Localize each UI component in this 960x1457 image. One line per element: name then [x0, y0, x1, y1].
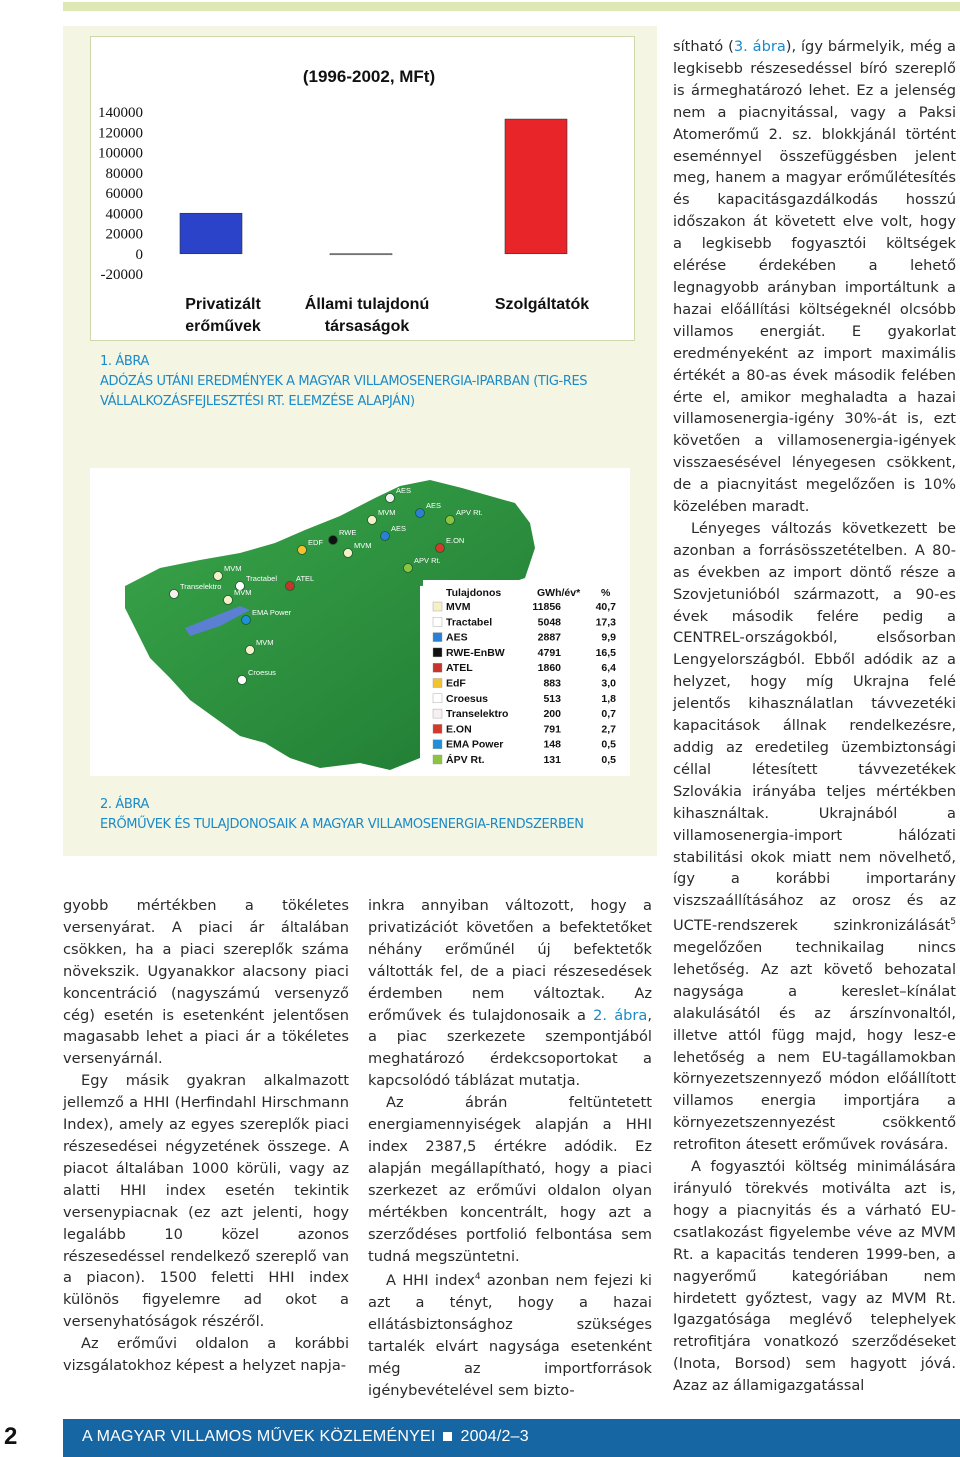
owner-percent: 2,7 — [601, 723, 616, 736]
figure1-caption-number: 1. ÁBRA — [100, 354, 149, 369]
y-tick-label: 40000 — [105, 206, 143, 223]
owner-color-swatch — [433, 724, 442, 733]
middle-paragraph-3 — [368, 1267, 652, 1401]
owner-percent: 0,7 — [601, 708, 616, 721]
owner-percent: 16,5 — [595, 646, 616, 659]
owner-gwh: 1860 — [537, 662, 561, 675]
middle-p3-end: azonban nem fejezi ki azt a tényt, hogy a hazai ellátásbiztonsághoz szükséges tartalék elvárt nagysága esetenként még az importforrások igénybevételével sem bizto- — [368, 1272, 652, 1399]
figure3-reference-link[interactable]: 3. ábra — [733, 38, 786, 55]
plant-marker — [436, 544, 445, 553]
owner-gwh: 200 — [543, 708, 561, 721]
owner-percent: 9,9 — [601, 631, 616, 644]
top-accent-bar — [63, 2, 960, 11]
footnote-5-marker[interactable]: 5 — [950, 917, 956, 928]
left-paragraph-2: Egy másik gyakran alkalmazott jellemző a HHI (Herfindahl Hirschmann Index), amely az egyes szereplők piaci részesedései négyzetének összege. A piacot általában 1000 körüli, vagy az alatti HHI index esetén tekintik versenypiacnak (ez azt jelenti, hogy legalább 10 közel azonos részesedéssel rendelkező szereplő van a piacon). 1500 feletti HHI index különös figyelemre ad okot a versenyhatóságok részéről. — [63, 1072, 349, 1331]
owner-gwh: 11856 — [532, 601, 561, 613]
plant-marker — [286, 582, 295, 591]
footnote-4-marker[interactable]: 4 — [474, 1272, 481, 1283]
y-tick-label: 140000 — [98, 105, 143, 121]
power-plant-map-svg — [90, 468, 630, 776]
owner-gwh: 883 — [543, 677, 561, 690]
owner-color-swatch — [433, 694, 442, 703]
plant-marker — [446, 516, 455, 525]
plant-marker — [416, 509, 425, 518]
y-tick-label: 0 — [135, 246, 143, 263]
footer-journal-info — [82, 1428, 529, 1446]
table-header-owner: Tulajdonos — [446, 587, 502, 599]
plant-label: MVM — [234, 588, 252, 597]
owner-name: MVM — [446, 601, 471, 613]
figure1-caption — [100, 352, 620, 412]
owner-color-swatch — [433, 633, 442, 642]
middle-p3-start: A HHI index — [386, 1272, 475, 1290]
x-category-label: Szolgáltatók — [494, 296, 590, 313]
owner-name: ÁPV Rt. — [446, 754, 485, 766]
owner-color-swatch — [433, 617, 442, 626]
plant-label: MVM — [256, 638, 274, 647]
owner-name: E.ON — [446, 723, 472, 736]
plant-label: APV Rt. — [414, 556, 441, 565]
x-category-label: társaságok — [324, 318, 410, 335]
plant-label: ATEL — [296, 574, 315, 583]
plant-label: EMA Power — [252, 608, 292, 617]
bar-2 — [330, 254, 392, 255]
journal-title: A MAGYAR VILLAMOS MŰVEK KÖZLEMÉNYEI — [82, 1428, 436, 1445]
table-header-pct: % — [601, 587, 611, 599]
plant-label: MVM — [378, 508, 396, 517]
y-tick-label: 80000 — [105, 165, 143, 182]
right-p2-end: megelőzően technikailag nincs lehetőség. Az azt követő behozatal nagysága a kereslet–kínálat alakulásától és az árszínvonaltól, illetve attól függ majd, hogy lesz-e lehetőség a nem EU-tagállamokban környezetszennyező módon előállított villamos energia importjára a környezetszennyezést csökkentő retrofiton átesett erőművek rovására. — [673, 939, 956, 1154]
owner-gwh: 513 — [543, 692, 561, 705]
y-tick-label: 60000 — [105, 186, 143, 202]
middle-paragraph-1 — [368, 895, 652, 1092]
owner-gwh: 148 — [543, 738, 561, 751]
plant-marker — [368, 516, 377, 525]
right-p1-end: ), így bármelyik, még a legkisebb részesedéssel bíró szereplő is ármeghatározó lehet. Ez a jelenség nem a piacnyitással, vagy a Paksi Atomerőmű 2. sz. blokkjánál történt eseménnyel összefüggésben jelent meg, hanem a magyar erőműlétesítés és kapacitásgazdálkodás hosszú időszakon át követett elve volt, hogy a legkisebb fogyasztói költségek elérése érdekében a lehető legnagyobb arányban importáltunk a hazai előállítási költségeknél olcsóbb villamos energiát. E gyakorlat eredményeként az import maximális értékét a 80-as évek második felében érte el, amikor meghaladta a hazai villamosenergia-igény 30%-át is, ezt követően a villamosenergia-igények visszaesésével lényegesen csökkent, de a piacnyitást megelőzően is 10% közelében maradt. — [673, 38, 956, 516]
plant-marker — [329, 536, 338, 545]
owner-gwh: 4791 — [537, 646, 561, 659]
owner-percent: 17,3 — [595, 616, 616, 629]
owner-color-swatch — [433, 602, 442, 611]
figure2-reference-link[interactable]: 2. ábra — [593, 1006, 648, 1024]
plant-label: AES — [396, 486, 412, 495]
figure2-caption-number: 2. ÁBRA — [100, 797, 149, 812]
separator-square-icon — [443, 1432, 452, 1441]
y-tick-label: -20000 — [100, 267, 143, 283]
plant-label: RWE — [339, 528, 357, 537]
owner-gwh: 791 — [543, 723, 561, 736]
owner-color-swatch — [433, 755, 442, 764]
plant-marker — [298, 546, 307, 555]
y-tick-label: 20000 — [105, 226, 143, 243]
plant-marker — [242, 616, 251, 625]
x-category-label: erőművek — [185, 318, 261, 335]
y-tick-label: 120000 — [98, 125, 143, 142]
owner-percent: 0,5 — [601, 754, 616, 766]
left-paragraph-1: gyobb mértékben a tökéletes versenyárat. A piaci ár általában csökken, ha a piaci szereplők száma növekszik. Ugyanakkor alacsony piaci koncentráció (nagyszámú versenyző cég) esetén is esetenként jelentősen magasabb lehet a piaci ár a tökéletes versenyárnál. — [63, 897, 349, 1068]
owner-gwh: 2887 — [537, 631, 561, 644]
plant-label: MVM — [224, 564, 242, 573]
middle-p1-end: , a piac szerkezete szempontjából meghatározó érdekcsoportokat a kapcsolódó táblázat mutatja. — [368, 1006, 653, 1090]
bar-1 — [180, 213, 242, 254]
right-p1-start: sítható ( — [673, 38, 734, 55]
owner-gwh: 131 — [543, 754, 561, 766]
issue-number: 2004/2–3 — [460, 1428, 529, 1445]
owner-name: Transelektro — [446, 708, 509, 721]
ownership-table — [423, 580, 630, 770]
owner-name: RWE-EnBW — [446, 646, 505, 659]
plant-marker — [386, 494, 395, 503]
plant-marker — [404, 564, 413, 573]
plant-marker — [381, 532, 390, 541]
plant-label: Croesus — [248, 668, 276, 677]
text-column-left — [63, 895, 349, 1377]
owner-gwh: 5048 — [537, 616, 561, 629]
owner-percent: 3,0 — [601, 677, 616, 690]
plant-marker — [246, 646, 255, 655]
plant-label: AES — [426, 501, 442, 510]
owner-color-swatch — [433, 740, 442, 749]
figure2-map — [90, 468, 630, 776]
plant-marker — [214, 572, 223, 581]
table-header-gwh: GWh/év* — [537, 587, 581, 599]
plant-marker — [344, 549, 353, 558]
owner-percent: 6,4 — [601, 662, 616, 675]
left-paragraph-3: Az erőművi oldalon a korábbi vizsgálatokhoz képest a helyzet napja- — [63, 1335, 349, 1375]
figure2-caption — [100, 795, 620, 835]
plant-label: E.ON — [446, 536, 465, 545]
plant-label: APV Rt. — [456, 508, 483, 517]
plant-label: Transelektro — [180, 582, 222, 591]
owner-percent: 0,5 — [601, 738, 616, 751]
x-category-label: Állami tulajdonú — [304, 296, 430, 313]
plant-label: EDF — [308, 538, 323, 547]
y-tick-label: 100000 — [98, 145, 143, 162]
middle-p1-text: inkra annyiban változott, hogy a privatizációt követően a befektetőket néhány erőműnél új befektetők váltották fel, de a piaci részesedések érdemben nem változtak. Az erőművek és tulajdonosaik a — [368, 897, 652, 1024]
right-paragraph-1 — [673, 36, 956, 518]
bar-chart-svg — [91, 37, 636, 342]
middle-paragraph-2: Az ábrán feltüntetett energiamennyiségek alapján a HHI index 2387,5 értékre adódik. Ez alapján megállapítható, hogy a piaci szerkezet az erőművi oldalon olyan mértékben koncentrált, hogy azt a szerződéses portfolió felbontása sem tudná megszüntetni. — [368, 1094, 652, 1265]
right-paragraph-3: A fogyasztói költség minimálására irányuló törekvés motiválta azt is, hogy a piacnyitás és a várható EU-csatlakozást figyelembe véve az MVM Rt. a kapacitás tenderen 1999-ben, a nagyerőmű kategóriában nem hirdetett győztest, vagy az MVM Rt. Igazgatósága meglévő telephelyek retrofitjára vonatkozó szerződéseket (Inota, Borsod) sem hagyott jóvá. Azaz az államigazgatással — [673, 1158, 956, 1395]
owner-color-swatch — [433, 663, 442, 672]
right-p2-start: Lényeges változás következett be azonban a forrásösszetételben. A 80-as években az import döntő része a Szovjetunióból származott, a 90-es évek második felére pedig a CENTREL-országokból, elsősorban Lengyelországból. Ebből adódik az a helyzet, hogy míg Ukrajna felé jelentős kihasználatlan távvezetéki kapacitások állnak rendelkezésre, addig az eredetileg üzembiztonsági céllal létesített távvezetékek Szlovákia irányába teljes mértékben kihasználtak. Ukrajnából a villamosenergia-import hálózati stabilitási okok miatt nem növelhető, így a korábbi importarány viszszaállításához az orosz és az UCTE-rendszerek szinkronizálását — [673, 519, 956, 935]
owner-name: ATEL — [446, 662, 473, 675]
owner-percent: 1,8 — [601, 692, 616, 705]
owner-name: AES — [446, 631, 468, 644]
figure1-bar-chart — [90, 36, 635, 341]
owner-name: Croesus — [446, 692, 489, 705]
text-column-middle — [368, 895, 652, 1402]
right-paragraph-2 — [673, 518, 956, 1156]
x-category-label: Privatizált — [185, 296, 261, 313]
owner-name: EMA Power — [446, 738, 504, 751]
plant-label: MVM — [354, 541, 372, 550]
plant-marker — [170, 590, 179, 599]
plant-marker — [224, 596, 233, 605]
owner-color-swatch — [433, 648, 442, 657]
text-column-right — [673, 36, 956, 1397]
owner-color-swatch — [433, 709, 442, 718]
owner-color-swatch — [433, 679, 442, 688]
figure1-caption-text: ADÓZÁS UTÁNI EREDMÉNYEK A MAGYAR VILLAMOSENERGIA-IPARBAN (TIG-RES VÁLLALKOZÁSFEJLESZTÉSI RT. ELEMZÉSE ALAPJÁN) — [100, 374, 588, 409]
chart-title: (1996-2002, MFt) — [302, 67, 436, 86]
plant-label: Tractabel — [246, 574, 277, 583]
plant-marker — [238, 676, 247, 685]
owner-name: EdF — [446, 677, 466, 690]
plant-label: AES — [391, 524, 407, 533]
figure2-caption-text: ERŐMŰVEK ÉS TULAJDONOSAIK A MAGYAR VILLAMOSENERGIA-RENDSZERBEN — [100, 817, 584, 832]
owner-name: Tractabel — [446, 616, 493, 629]
owner-percent: 40,7 — [595, 601, 616, 613]
page-number: 2 — [4, 1423, 18, 1450]
bar-3 — [505, 119, 567, 254]
